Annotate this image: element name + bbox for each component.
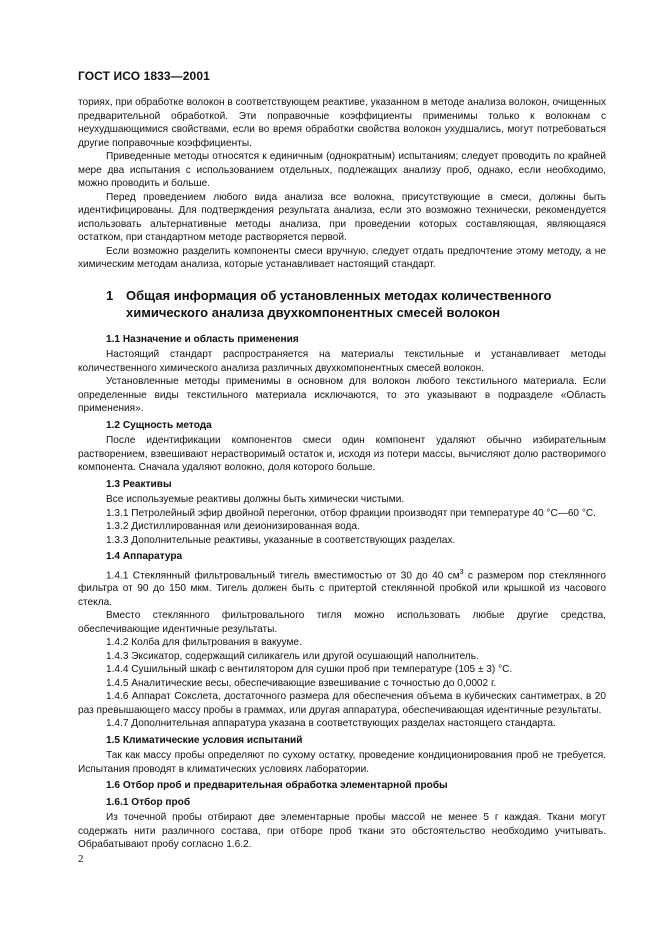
paragraph: 1.4.7 Дополнительная аппаратура указана в соответствующих разделах настоящего стандарта. (106, 718, 556, 730)
paragraph: После идентификации компонентов смеси один компонент удаляют обычно избирательным растворением, взвешивают нерастворимый остаток и, исходя из потери массы, вычисляют долю растворимого компонента. Сначала удаляют волокно, доля которого больше. (78, 435, 606, 473)
paragraph: Из точечной пробы отбирают две элементарные пробы массой не менее 5 г каждая. Ткани могут содержать нити различного состава, при отборе проб ткани это обстоятельство необходимо учитывать. Обрабатывают пробу согласно 1.6.2. (78, 812, 606, 851)
paragraph: 1.4.4 Сушильный шкаф с вентилятором для сушки проб при температуре (105 ± 3) °С. (106, 664, 513, 676)
intro-paragraph: ториях, при обработке волокон в соответствующем реактиве, указанном в методе анализа волокон, очищенных предварительной обработкой. Эти поправочные коэффициенты применимы только к волокнам с неухудшающимися свойствами, если во время обработки свойства волокон ухудшались, могут потребоваться другие поправочные коэффициенты. (78, 97, 606, 149)
paragraph: 1.4.3 Эксикатор, содержащий силикагель или другой осушающий наполнитель. (106, 650, 479, 662)
subsection-1-3-title: 1.3 Реактивы (106, 478, 172, 490)
subsection-1-4-title: 1.4 Аппаратура (106, 551, 183, 562)
paragraph (78, 566, 606, 610)
paragraph: 1.3.2 Дистиллированная или деионизированная вода. (106, 521, 360, 532)
paragraph: Настоящий стандарт распространяется на материалы текстильные и устанавливает методы количественного химического анализа различных двухкомпонентных смесей волокон. (78, 349, 606, 374)
section-number: 1 (106, 287, 114, 303)
paragraph: Установленные методы применимы в основном для волокон любого текстильного материала. Если определенные виды текстильного материала исключаются, то это указывают в подразделе «Область применения». (78, 376, 606, 414)
intro-paragraph: Перед проведением любого вида анализа все волокна, присутствующие в смеси, должны быть идентифицированы. Для подтверждения результата анализа, если это возможно технически, рекомендуется использовать альтернативные методы анализа, при проведении которых составляющая, являющаяся остатком, при стандартном методе растворяется первой. (78, 191, 606, 243)
intro-paragraph: Приведенные методы относятся к единичным (однократным) испытаниям; следует проводить по крайней мере два испытания с использованием отдельных, подлежащих анализу проб, однако, если необходимо, можно проводить и больше. (78, 151, 606, 189)
subsection-1-2-title: 1.2 Сущность метода (106, 419, 212, 431)
intro-paragraph: Если возможно разделить компоненты смеси вручную, следует отдать предпочтение этому методу, а не химическим методам анализа, которые устанавливает настоящий стандарт. (78, 245, 606, 270)
subsection-1-6-1-title: 1.6.1 Отбор проб (106, 796, 191, 808)
paragraph: 1.4.5 Аналитические весы, обеспечивающие взвешивание с точностью до 0,0002 г. (106, 677, 497, 689)
subsection-1-1-title: 1.1 Назначение и область применения (106, 333, 299, 345)
paragraph: 1.4.2 Колба для фильтрования в вакууме. (106, 637, 302, 649)
paragraph: Вместо стеклянного фильтровального тигля можно использовать любые другие средства, обеспечивающие идентичные результаты. (78, 610, 606, 635)
superscript: 3 (459, 568, 464, 576)
paragraph: 1.3.3 Дополнительные реактивы, указанные в соответствующих разделах. (106, 534, 456, 546)
text-part: 1.4.1 Стеклянный фильтровальный тигель вместимостью от 30 до 40 см (106, 569, 460, 581)
paragraph: 1.4.6 Аппарат Сокслета, достаточного размера для обеспечения объема в кубических сантиметрах, в 20 раз превышающего массу пробы в граммах, или другая аппаратура, обеспечивающая идентичные результаты. (78, 691, 606, 716)
section-title: Общая информация об установленных методах количественного химического анализа двухкомпонентных смесей волокон (126, 287, 552, 320)
document-header: ГОСТ ИСО 1833—2001 (78, 69, 210, 83)
subsection-1-6-title: 1.6 Отбор проб и предварительная обработка элементарной пробы (106, 780, 448, 792)
paragraph: 1.3.1 Петролейный эфир двойной перегонки, отбор фракции производят при температуре 40 °С—60 °С. (106, 507, 596, 519)
subsection-1-5-title: 1.5 Климатические условия испытаний (106, 734, 303, 746)
page-number: 2 (78, 853, 84, 865)
section-1-heading (106, 287, 606, 321)
text-part: с размером пор стеклянного фильтра от 90 до 150 мкм. Тигель должен быть с притертой стеклянной пробкой или крышкой из часового стекла. (78, 569, 606, 608)
page-content (78, 96, 606, 852)
paragraph: Все используемые реактивы должны быть химически чистыми. (106, 494, 405, 505)
paragraph: Так как массу пробы определяют по сухому остатку, проведение кондиционирования проб не требуется. Испытания проводят в климатических условиях лаборатории. (78, 750, 606, 775)
